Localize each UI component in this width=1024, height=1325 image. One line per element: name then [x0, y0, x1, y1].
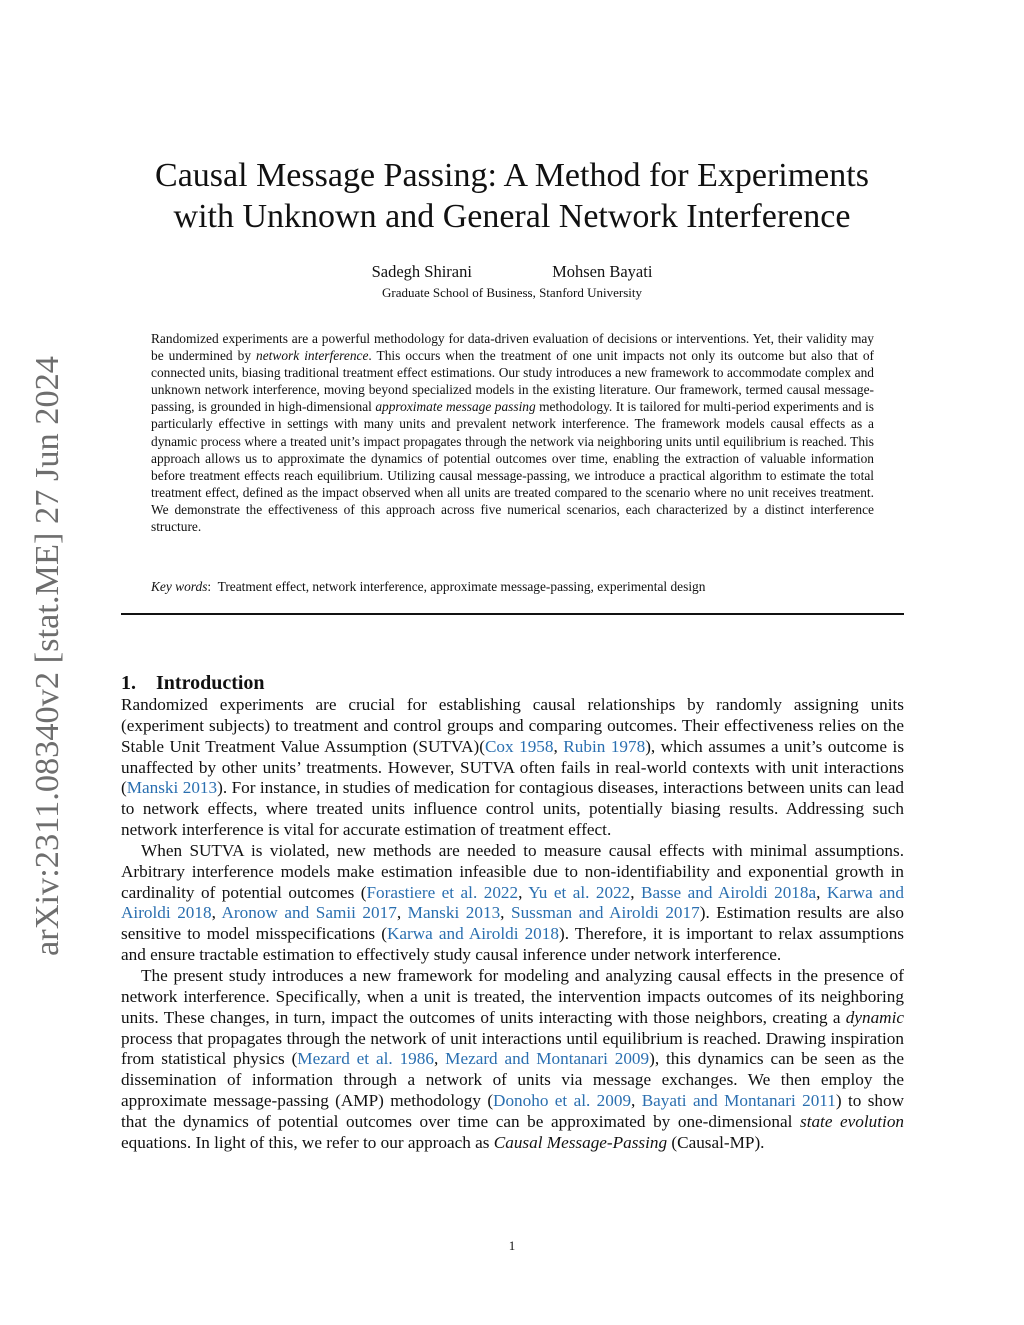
- keywords: Key words: Treatment effect, network interference, approximate message-passing, experimental design: [151, 579, 706, 594]
- citation-link[interactable]: Yu et al. 2022: [528, 882, 631, 902]
- citation-link[interactable]: Rubin 1978: [563, 736, 646, 756]
- citation-link[interactable]: Manski 2013: [126, 778, 218, 798]
- author-name: Sadegh Shirani: [371, 262, 472, 281]
- paragraph: Randomized experiments are crucial for establishing causal relationships by randomly assigning units (experiment subjects) to treatment and control groups and comparing outcomes. Their effectiveness relies on the Stable Unit Treatment Value Assumption (SUTVA)(Cox 1958, Rubin 1978), which assumes a unit’s outcome is unaffected by other units’ treatments. However, SUTVA often fails in real-world contexts with unit interactions (Manski 2013). For instance, in studies of medication for contagious diseases, interactions between units can lead to network effects, where treated units influence control units, potentially biasing results. Addressing such network interference is vital for accurate estimation of treatment effect.: [121, 695, 905, 840]
- keywords-label: Key words: [151, 579, 208, 594]
- paragraph: When SUTVA is violated, new methods are needed to measure causal effects with minimal assumptions. Arbitrary interference models make estimation infeasible due to non-identifiability and exponential growth in cardinality of potential outcomes (Forastiere et al. 2022, Yu et al. 2022, Basse and Airoldi 2018a, Karwa and Airoldi 2018, Aronow and Samii 2017, Manski 2013, Sussman and Airoldi 2017). Estimation results are also sensitive to model misspecifications (Karwa and Airoldi 2018). Therefore, it is important to relax assumptions and ensure tractable estimation to effectively study causal inference under network interference.: [121, 840, 904, 965]
- citation-link[interactable]: Manski 2013: [407, 903, 501, 923]
- section-title: Introduction: [156, 672, 265, 694]
- abstract-paragraph: Randomized experiments are a powerful methodology for data-driven evaluation of decisions or interventions. Yet, their validity may be undermined by network interference. This occurs when the treatment of one unit impacts not only its outcome but also that of connected units, biasing traditional treatment effect estimations. Our study introduces a new framework to accommodate complex and unknown network interference, moving beyond specialized models in the existing literature. Our framework, termed causal message-passing, is grounded in high-dimensional approximate message passing methodology. It is tailored for multi-period experiments and is particularly effective in settings with many units and prevalent network interference. The framework models causal effects as a dynamic process where a treated unit’s impact propagates through the network via neighboring units until equilibrium is reached. This approach allows us to approximate the dynamics of potential outcomes over time, enabling the extraction of valuable information before treatment effects reach equilibrium. Utilizing causal message-passing, we introduce a practical algorithm to estimate the total treatment effect, defined as the impact observed when all units are treated compared to the scenario where no unit receives treatment. We demonstrate the effectiveness of this approach across five numerical scenarios, each characterized by a distinct interference structure.: [151, 331, 875, 535]
- section-number: 1.: [121, 672, 136, 694]
- intro-body: [121, 695, 904, 1154]
- citation-link[interactable]: Aronow and Samii 2017: [221, 903, 397, 923]
- title-line-2: with Unknown and General Network Interference: [173, 198, 851, 235]
- citation-link[interactable]: Karwa and Airoldi 2018: [121, 882, 904, 923]
- emphasis: approximate message passing: [375, 399, 536, 415]
- citation-link[interactable]: Mezard et al. 1986: [297, 1049, 434, 1069]
- emphasis: state evolution: [800, 1111, 905, 1131]
- citation-link[interactable]: Forastiere et al. 2022: [366, 882, 519, 902]
- citation-link[interactable]: Bayati and Montanari 2011: [641, 1091, 836, 1111]
- affiliation: Graduate School of Business, Stanford University: [382, 285, 642, 300]
- paragraph: The present study introduces a new framework for modeling and analyzing causal effects in the presence of network interference. Specifically, when a unit is treated, the intervention impacts outcomes of its neighboring units. These changes, in turn, impact the outcomes of units interacting with those neighbors, creating a dynamic process that propagates through the network of unit interactions until equilibrium is reached. Drawing inspiration from statistical physics (Mezard et al. 1986, Mezard and Montanari 2009), this dynamics can be seen as the dissemination of information through a network of units via message exchanges. We then employ the approximate message-passing (AMP) methodology (Donoho et al. 2009, Bayati and Montanari 2011) to show that the dynamics of potential outcomes over time can be approximated by one-dimensional state evolution equations. In light of this, we refer to our approach as Causal Message-Passing (Causal-MP).: [121, 965, 905, 1152]
- arxiv-stamp-text: arXiv:2311.08340v2 [stat.ME] 27 Jun 2024: [29, 362, 66, 956]
- citation-link[interactable]: Basse and Airoldi 2018a: [641, 882, 817, 902]
- keywords-text: Treatment effect, network interference, approximate message-passing, experimental design: [217, 579, 706, 594]
- emphasis: network interference: [256, 348, 369, 364]
- section-heading: [121, 672, 265, 695]
- arxiv-stamp-svg: [10, 350, 72, 962]
- separator-rule: [121, 613, 904, 615]
- paper-title: [110, 155, 914, 237]
- citation-link[interactable]: Mezard and Montanari 2009: [445, 1049, 650, 1069]
- emphasis: dynamic: [845, 1007, 904, 1027]
- arxiv-stamp: [10, 350, 72, 962]
- abstract: [151, 330, 874, 535]
- citation-link[interactable]: Karwa and Airoldi 2018: [386, 924, 559, 944]
- citation-link[interactable]: Cox 1958: [484, 736, 554, 756]
- authors: [0, 262, 1024, 282]
- emphasis: Causal Message-Passing: [493, 1132, 668, 1152]
- title-line-1: Causal Message Passing: A Method for Experiments: [155, 157, 869, 194]
- citation-link[interactable]: Sussman and Airoldi 2017: [511, 903, 700, 923]
- author-name: Mohsen Bayati: [552, 262, 653, 281]
- page-number: 1: [508, 1238, 516, 1253]
- citation-link[interactable]: Donoho et al. 2009: [493, 1091, 632, 1111]
